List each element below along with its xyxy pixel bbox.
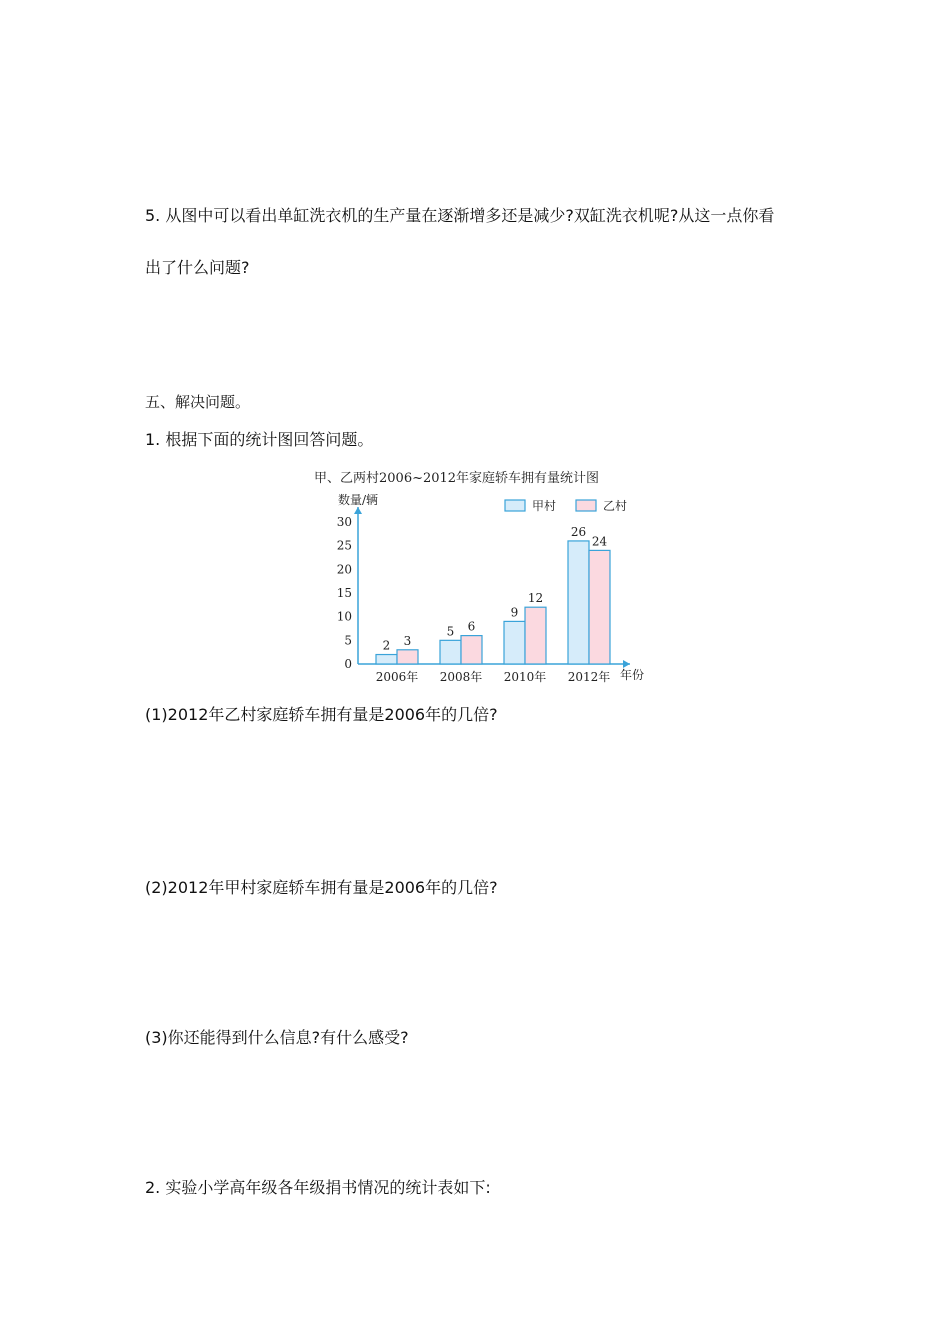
bar	[589, 550, 610, 664]
y-tick-label: 5	[344, 633, 352, 648]
y-tick-label: 25	[336, 538, 352, 553]
bar-value-label: 5	[446, 624, 455, 639]
y-tick-label: 10	[336, 609, 352, 624]
sub-question-1: (1)2012年乙村家庭轿车拥有量是2006年的几倍?	[145, 705, 498, 724]
y-axis-arrow	[354, 507, 362, 514]
x-tick-label: 2006年	[375, 670, 419, 684]
bar	[461, 636, 482, 664]
q5-line2: 出了什么问题?	[145, 258, 250, 277]
q5-line1: 5. 从图中可以看出单缸洗衣机的生产量在逐渐增多还是减少?双缸洗衣机呢?从这一点你看	[145, 206, 775, 225]
y-tick-label: 20	[336, 562, 352, 577]
bar-value-label: 26	[570, 524, 587, 539]
bar-value-label: 12	[527, 591, 544, 606]
bar-value-label: 3	[403, 633, 412, 648]
bar	[376, 655, 397, 664]
x-axis-label: 年份	[620, 668, 645, 682]
bar	[397, 650, 418, 664]
chart-title: 甲、乙两村2006~2012年家庭轿车拥有量统计图	[314, 471, 600, 486]
sub-question-3: (3)你还能得到什么信息?有什么感受?	[145, 1028, 409, 1047]
x-tick-label: 2008年	[439, 670, 483, 684]
legend-label: 乙村	[603, 499, 628, 513]
q1-intro: 1. 根据下面的统计图回答问题。	[145, 430, 374, 449]
bar	[440, 640, 461, 664]
y-axis-label: 数量/辆	[338, 493, 379, 507]
bar	[525, 607, 546, 664]
x-tick-label: 2010年	[503, 670, 547, 684]
bar-value-label: 9	[510, 605, 519, 620]
bar-value-label: 24	[591, 534, 608, 549]
q2-intro: 2. 实验小学高年级各年级捐书情况的统计表如下:	[145, 1178, 491, 1197]
x-tick-label: 2012年	[567, 670, 611, 684]
sub-question-2: (2)2012年甲村家庭轿车拥有量是2006年的几倍?	[145, 878, 498, 897]
section-heading: 五、解决问题。	[145, 393, 251, 411]
y-tick-label: 30	[336, 515, 352, 529]
bar	[568, 541, 589, 664]
legend-swatch	[576, 500, 596, 511]
legend-label: 甲村	[532, 499, 557, 513]
y-tick-label: 0	[344, 657, 352, 671]
x-axis-arrow	[623, 660, 630, 668]
legend-swatch	[505, 500, 525, 511]
bar-value-label: 6	[467, 619, 476, 634]
y-tick-label: 15	[336, 586, 352, 600]
bar	[504, 621, 525, 664]
bar-chart	[300, 462, 660, 692]
bar-value-label: 2	[382, 638, 391, 653]
